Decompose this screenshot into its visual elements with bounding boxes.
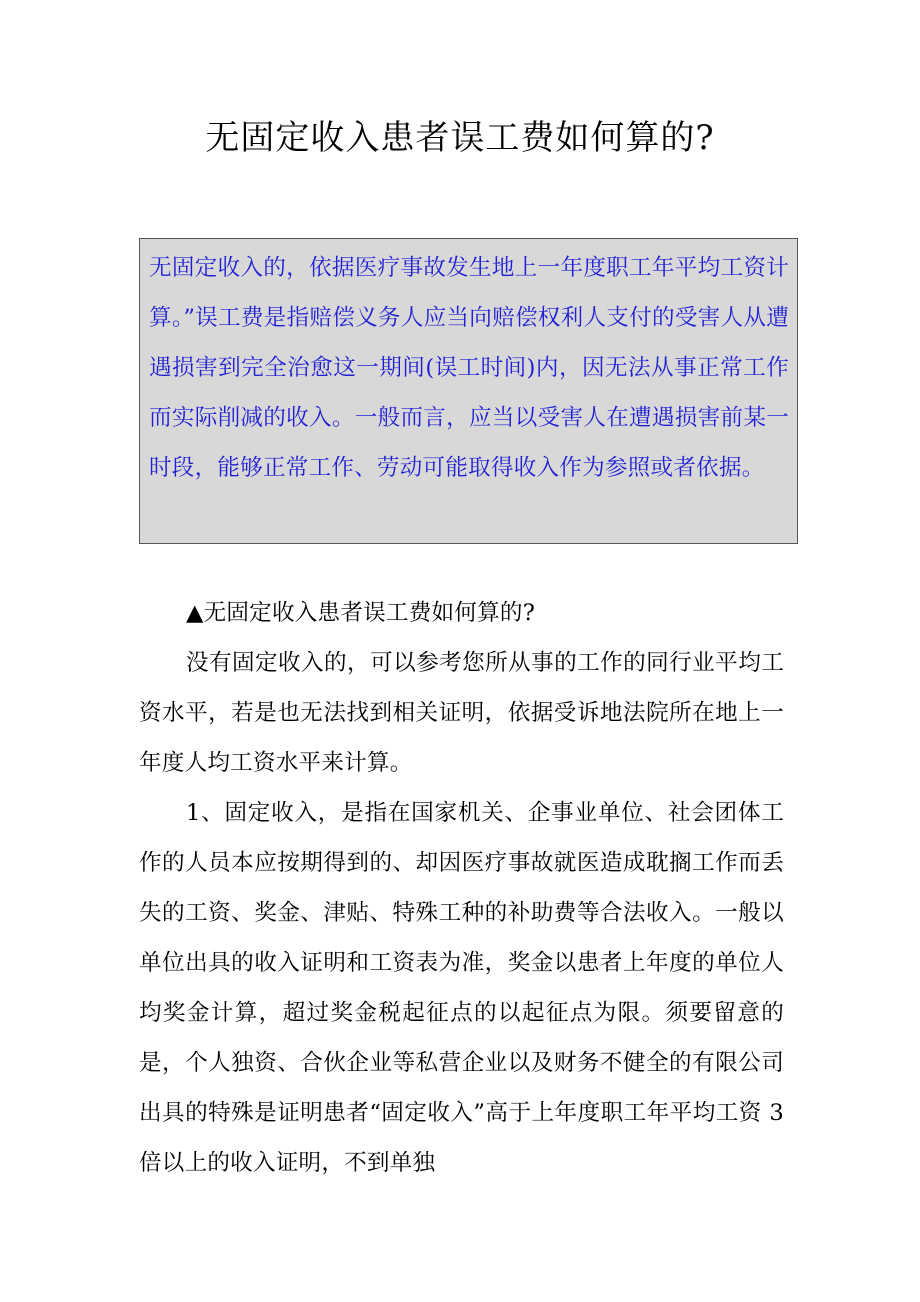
question-heading: ▲无固定收入患者误工费如何算的? — [186, 600, 536, 626]
document-body — [139, 588, 784, 1188]
paragraph-fixed-income: 1、固定收入，是指在国家机关、企事业单位、社会团体工作的人员本应按期得到的、却因医疗事故就医造成耽搁工作而丢失的工资、奖金、津贴、特殊工种的补助费等合法收入。一般以单位出具的收入证明和工资表为准，奖金以患者上年度的单位人均奖金计算，超过奖金税起征点的以起征点为限。须要留意的是，个人独资、合伙企业等私营企业以及财务不健全的有限公司出具的特殊是证明患者“固定收入”高于上年度职工年平均工资 3 倍以上的收入证明，不到单独 — [139, 800, 784, 1176]
document-title: 无固定收入患者误工费如何算的? — [205, 118, 715, 158]
summary-box — [139, 238, 798, 544]
summary-text: 无固定收入的，依据医疗事故发生地上一年度职工年平均工资计算。”误工费是指赔偿义务人应当向赔偿权利人支付的受害人从遭遇损害到完全治愈这一期间(误工时间)内，因无法从事正常工作而实际削减的收入。一般而言，应当以受害人在遭遇损害前某一时段，能够正常工作、劳动可能取得收入作为参照或者依据。 — [149, 255, 789, 481]
paragraph-no-fixed-income: 没有固定收入的，可以参考您所从事的工作的同行业平均工资水平，若是也无法找到相关证明，依据受诉地法院所在地上一年度人均工资水平来计算。 — [139, 650, 784, 776]
